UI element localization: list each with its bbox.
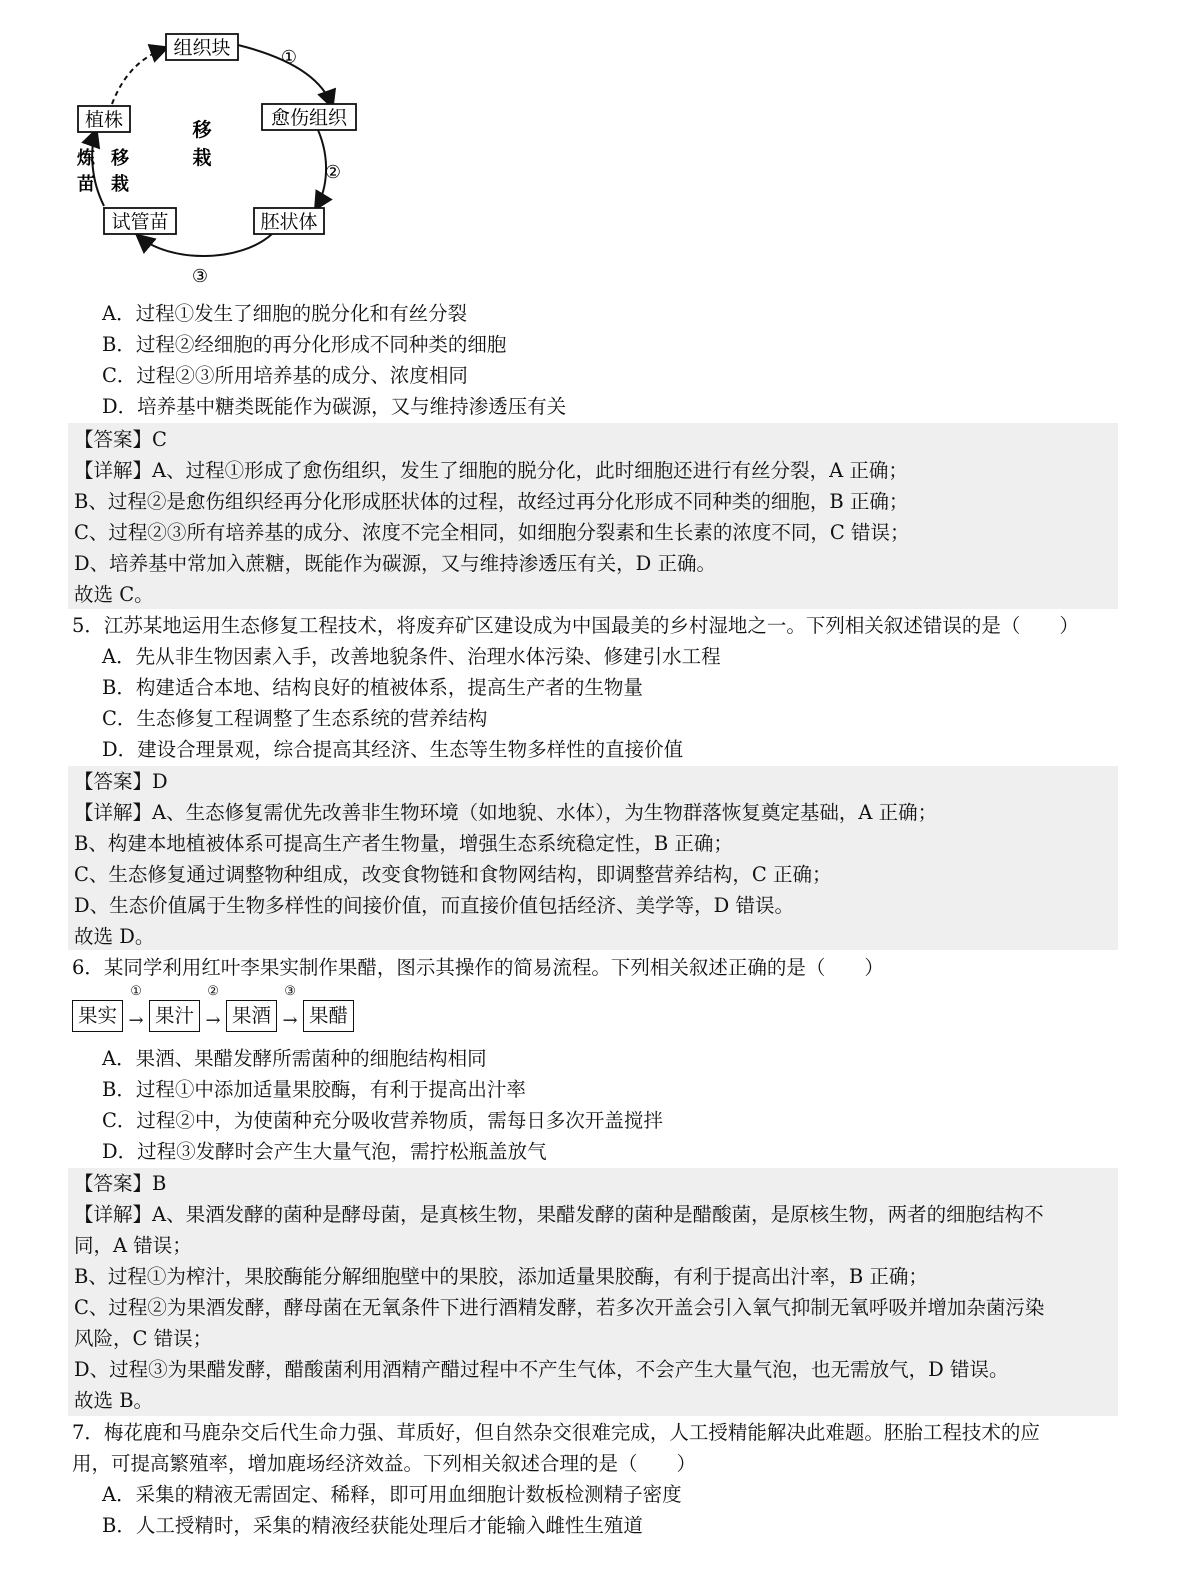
arrow-dashed: [112, 48, 166, 104]
q5-option-b: B．构建适合本地、结构良好的植被体系，提高生产者的生物量: [102, 676, 643, 699]
flow-arrow-1: [123, 983, 149, 1031]
q6-option-d: D．过程③发酵时会产生大量气泡，需拧松瓶盖放气: [102, 1140, 547, 1163]
flow-step-1: ①: [130, 983, 142, 999]
q6-explanation-line: 故选 B。: [74, 1389, 154, 1412]
flow-box-fruit: 果实: [72, 1000, 123, 1032]
q4-option-b: B．过程②经细胞的再分化形成不同种类的细胞: [102, 333, 507, 356]
q6-explanation-line: C、过程②为果酒发酵，酵母菌在无氧条件下进行酒精发酵，若多次开盖会引入氧气抑制无氧呼吸并增加杂菌污染: [74, 1296, 1045, 1319]
flow-box-wine: 果酒: [226, 1000, 277, 1032]
q4-explanation-line: D、培养基中常加入蔗糖，既能作为碳源，又与维持渗透压有关，D 正确。: [74, 552, 716, 575]
node-test-tube-seedling: 试管苗: [111, 211, 169, 233]
q6-explanation-line: 同，A 错误；: [74, 1234, 192, 1257]
side-label-1b: 苗: [77, 174, 95, 195]
tissue-culture-diagram: [60, 18, 380, 293]
q5-option-d: D．建设合理景观，综合提高其经济、生态等生物多样性的直接价值: [102, 738, 684, 761]
node-tissue-block: 组织块: [173, 37, 231, 59]
q5-option-a: A．先从非生物因素入手，改善地貌条件、治理水体污染、修建引水工程: [102, 645, 721, 668]
arrow-step-3: [138, 234, 272, 256]
side-label-2b: 栽: [111, 174, 129, 195]
q7-option-b: B．人工授精时，采集的精液经获能处理后才能输入雌性生殖道: [102, 1514, 643, 1537]
q4-option-a: A．过程①发生了细胞的脱分化和有丝分裂: [102, 302, 468, 325]
q6-explanation-line: B、过程①为榨汁，果胶酶能分解细胞壁中的果胶，添加适量果胶酶，有利于提高出汁率，B 正确；: [74, 1265, 928, 1288]
q5-explanation-line: C、生态修复通过调整物种组成，改变食物链和食物网结构，即调整营养结构，C 正确；: [74, 863, 832, 886]
flow-arrow-glyph: →: [205, 1009, 221, 1031]
q4-option-c: C．过程②③所用培养基的成分、浓度相同: [102, 364, 468, 387]
q6-explanation-line: 风险，C 错误；: [74, 1327, 213, 1350]
flow-arrow-3: [277, 983, 303, 1031]
flow-step-3: ③: [284, 983, 296, 999]
node-callus: 愈伤组织: [270, 107, 348, 129]
flow-box-vinegar: 果醋: [303, 1000, 354, 1032]
node-plant: 植株: [84, 109, 124, 131]
step-2-label: ②: [324, 162, 342, 183]
q5-stem: 5．江苏某地运用生态修复工程技术，将废弃矿区建设成为中国最美的乡村湿地之一。下列相关叙述错误的是（ ）: [72, 614, 1079, 637]
q6-answer: 【答案】B: [74, 1172, 167, 1195]
q5-answer: 【答案】D: [74, 770, 168, 793]
q4-explanation-line: C、过程②③所有培养基的成分、浓度不完全相同，如细胞分裂素和生长素的浓度不同，C 错误；: [74, 521, 910, 544]
step-3-label: ③: [191, 266, 209, 287]
q7-option-a: A．采集的精液无需固定、稀释，即可用血细胞计数板检测精子密度: [102, 1483, 682, 1506]
center-label-2: 栽: [192, 147, 212, 169]
q6-option-b: B．过程①中添加适量果胶酶，有利于提高出汁率: [102, 1078, 526, 1101]
q4-answer: 【答案】C: [74, 428, 167, 451]
q6-option-a: A．果酒、果醋发酵所需菌种的细胞结构相同: [102, 1047, 487, 1070]
step-1-label: ①: [280, 47, 298, 68]
q6-flow-diagram: [72, 983, 354, 1038]
q6-explanation-line: D、过程③为果醋发酵，醋酸菌利用酒精产醋过程中不产生气体，不会产生大量气泡，也无需放气，D 错误。: [74, 1358, 1009, 1381]
q5-explanation-line: B、构建本地植被体系可提高生产者生物量，增强生态系统稳定性，B 正确；: [74, 832, 733, 855]
node-embryoid: 胚状体: [260, 211, 318, 233]
side-label-1a: 炼: [77, 148, 95, 169]
flow-arrow-glyph: →: [128, 1009, 144, 1031]
q7-stem-line-1: 7．梅花鹿和马鹿杂交后代生命力强、茸质好，但自然杂交很难完成，人工授精能解决此难题。胚胎工程技术的应: [72, 1421, 1040, 1444]
q4-explanation-line: 【详解】A、过程①形成了愈伤组织，发生了细胞的脱分化，此时细胞还进行有丝分裂，A 正确；: [74, 459, 908, 482]
q5-explanation-line: 【详解】A、生态修复需优先改善非生物环境（如地貌、水体），为生物群落恢复奠定基础，A 正确；: [74, 801, 938, 824]
q4-option-d: D．培养基中糖类既能作为碳源，又与维持渗透压有关: [102, 395, 567, 418]
q5-explanation-line: 故选 D。: [74, 925, 155, 948]
q4-explanation-line: B、过程②是愈伤组织经再分化形成胚状体的过程，故经过再分化形成不同种类的细胞，B 正确；: [74, 490, 909, 513]
flow-box-juice: 果汁: [149, 1000, 200, 1032]
flow-step-2: ②: [207, 983, 219, 999]
q6-stem: 6．某同学利用红叶李果实制作果醋，图示其操作的简易流程。下列相关叙述正确的是（ ）: [72, 956, 884, 979]
q6-explanation-line: 【详解】A、果酒发酵的菌种是酵母菌，是真核生物，果醋发酵的菌种是醋酸菌，是原核生物，两者的细胞结构不: [74, 1203, 1044, 1226]
q7-stem-line-2: 用，可提高繁殖率，增加鹿场经济效益。下列相关叙述合理的是（ ）: [72, 1452, 697, 1475]
q5-option-c: C．生态修复工程调整了生态系统的营养结构: [102, 707, 488, 730]
center-label-1: 移: [192, 119, 212, 141]
flow-arrow-glyph: →: [282, 1009, 298, 1031]
q4-explanation-line: 故选 C。: [74, 583, 154, 606]
flow-arrow-2: [200, 983, 226, 1031]
q6-option-c: C．过程②中，为使菌种充分吸收营养物质，需每日多次开盖搅拌: [102, 1109, 663, 1132]
side-label-2a: 移: [111, 148, 129, 169]
q5-explanation-line: D、生态价值属于生物多样性的间接价值，而直接价值包括经济、美学等，D 错误。: [74, 894, 794, 917]
